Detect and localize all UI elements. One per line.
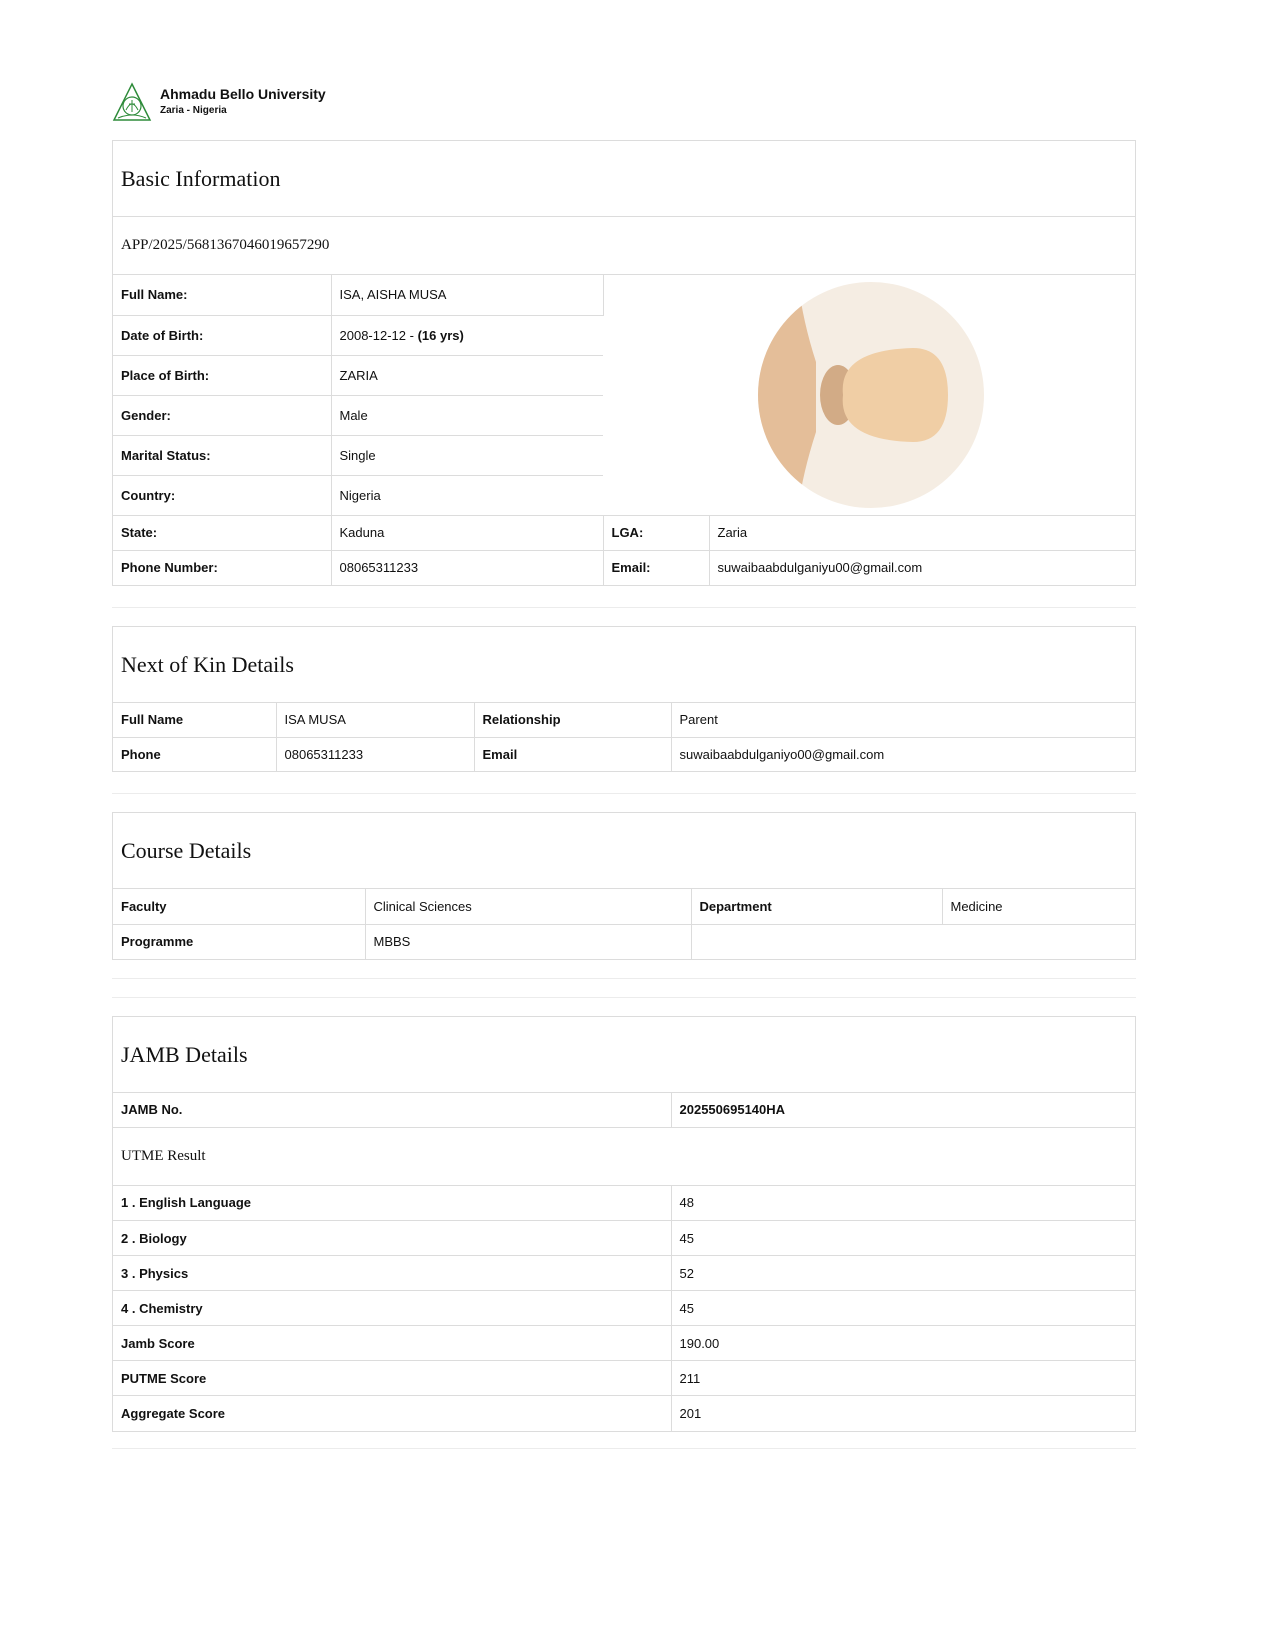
field-label: Email: xyxy=(603,550,709,585)
subject-label: 4 . Chemistry xyxy=(113,1291,671,1326)
field-label: Gender: xyxy=(113,395,331,435)
basic-information-title: Basic Information xyxy=(113,141,1135,217)
field-label: LGA: xyxy=(603,515,709,550)
empty-cell xyxy=(691,924,1135,959)
email-value: suwaibaabdulganiyu00@gmail.com xyxy=(717,560,923,576)
jamb-score-value: 190.00 xyxy=(671,1326,1135,1361)
table-row xyxy=(113,1326,1135,1361)
jamb-number-table xyxy=(113,1093,1135,1128)
course-details-card xyxy=(112,812,1136,960)
marital-status-value: Single xyxy=(331,435,603,475)
field-label: Email xyxy=(474,737,671,771)
department-value: Medicine xyxy=(942,889,1135,924)
next-of-kin-card xyxy=(112,626,1136,772)
subject-label: Jamb Score xyxy=(113,1326,671,1361)
table-row xyxy=(113,1256,1135,1291)
gender-value: Male xyxy=(331,395,603,435)
jamb-number-value: 202550695140HA xyxy=(679,1102,786,1118)
basic-information-card xyxy=(112,140,1136,586)
table-row xyxy=(113,737,1135,771)
utme-result-title: UTME Result xyxy=(113,1128,1135,1186)
kin-phone-value: 08065311233 xyxy=(276,737,474,771)
next-of-kin-table xyxy=(113,703,1135,771)
field-label: State: xyxy=(113,515,331,550)
table-row xyxy=(113,889,1135,924)
subject-score: 45 xyxy=(671,1291,1135,1326)
basic-information-table xyxy=(113,275,1135,585)
field-label: Phone Number: xyxy=(113,550,331,585)
university-location: Zaria - Nigeria xyxy=(160,105,227,116)
divider xyxy=(112,1448,1136,1449)
subject-label: 1 . English Language xyxy=(113,1186,671,1221)
subject-label: PUTME Score xyxy=(113,1361,671,1396)
table-row xyxy=(113,1396,1135,1431)
table-row xyxy=(113,924,1135,959)
university-title-block xyxy=(160,85,326,119)
putme-score-value: 211 xyxy=(671,1361,1135,1396)
utme-result-table xyxy=(113,1186,1135,1431)
field-label: Relationship xyxy=(474,703,671,737)
table-row xyxy=(113,275,1135,315)
divider xyxy=(112,607,1136,608)
field-label: Country: xyxy=(113,475,331,515)
field-label: JAMB No. xyxy=(113,1093,671,1127)
field-label: Faculty xyxy=(113,889,365,924)
subject-score: 48 xyxy=(671,1186,1135,1221)
subject-label: 2 . Biology xyxy=(113,1221,671,1256)
subject-score: 52 xyxy=(671,1256,1135,1291)
field-label: Place of Birth: xyxy=(113,355,331,395)
table-row xyxy=(113,703,1135,737)
kin-name-value: ISA MUSA xyxy=(276,703,474,737)
field-label: Full Name xyxy=(113,703,276,737)
state-value: Kaduna xyxy=(331,515,603,550)
table-row xyxy=(113,1093,1135,1127)
field-label: Full Name: xyxy=(113,275,331,315)
subject-label: Aggregate Score xyxy=(113,1396,671,1431)
date-of-birth-value xyxy=(331,315,603,355)
country-value: Nigeria xyxy=(331,475,603,515)
subject-label: 3 . Physics xyxy=(113,1256,671,1291)
table-row xyxy=(113,1186,1135,1221)
page-header xyxy=(112,80,326,124)
jamb-details-card xyxy=(112,1016,1136,1432)
photo-cell xyxy=(603,275,1135,515)
next-of-kin-title: Next of Kin Details xyxy=(113,627,1135,703)
phone-value: 08065311233 xyxy=(331,550,603,585)
application-number: APP/2025/5681367046019657290 xyxy=(113,217,1135,275)
field-label: Department xyxy=(691,889,942,924)
programme-value: MBBS xyxy=(365,924,691,959)
kin-relationship-value: Parent xyxy=(671,703,1135,737)
university-crest-icon xyxy=(112,82,152,122)
subject-score: 45 xyxy=(671,1221,1135,1256)
jamb-details-title: JAMB Details xyxy=(113,1017,1135,1093)
table-row xyxy=(113,1221,1135,1256)
field-label: Date of Birth: xyxy=(113,315,331,355)
dob-text: 2008-12-12 - xyxy=(339,327,418,343)
divider xyxy=(112,997,1136,998)
lga-value: Zaria xyxy=(709,515,1135,550)
university-name: Ahmadu Bello University xyxy=(160,86,326,102)
field-label: Marital Status: xyxy=(113,435,331,475)
kin-email-value: suwaibaabdulganiyo00@gmail.com xyxy=(679,746,885,762)
course-details-title: Course Details xyxy=(113,813,1135,889)
full-name-value: ISA, AISHA MUSA xyxy=(331,275,603,315)
table-row xyxy=(113,1361,1135,1396)
divider xyxy=(112,978,1136,979)
course-details-table xyxy=(113,889,1135,959)
field-label: Programme xyxy=(113,924,365,959)
table-row xyxy=(113,550,1135,585)
divider xyxy=(112,793,1136,794)
aggregate-score-value: 201 xyxy=(679,1405,702,1421)
table-row xyxy=(113,1291,1135,1326)
table-row xyxy=(113,515,1135,550)
field-label: Phone xyxy=(113,737,276,771)
age-text: (16 yrs) xyxy=(417,327,464,343)
faculty-value: Clinical Sciences xyxy=(365,889,691,924)
place-of-birth-value: ZARIA xyxy=(331,355,603,395)
avatar xyxy=(758,282,984,508)
